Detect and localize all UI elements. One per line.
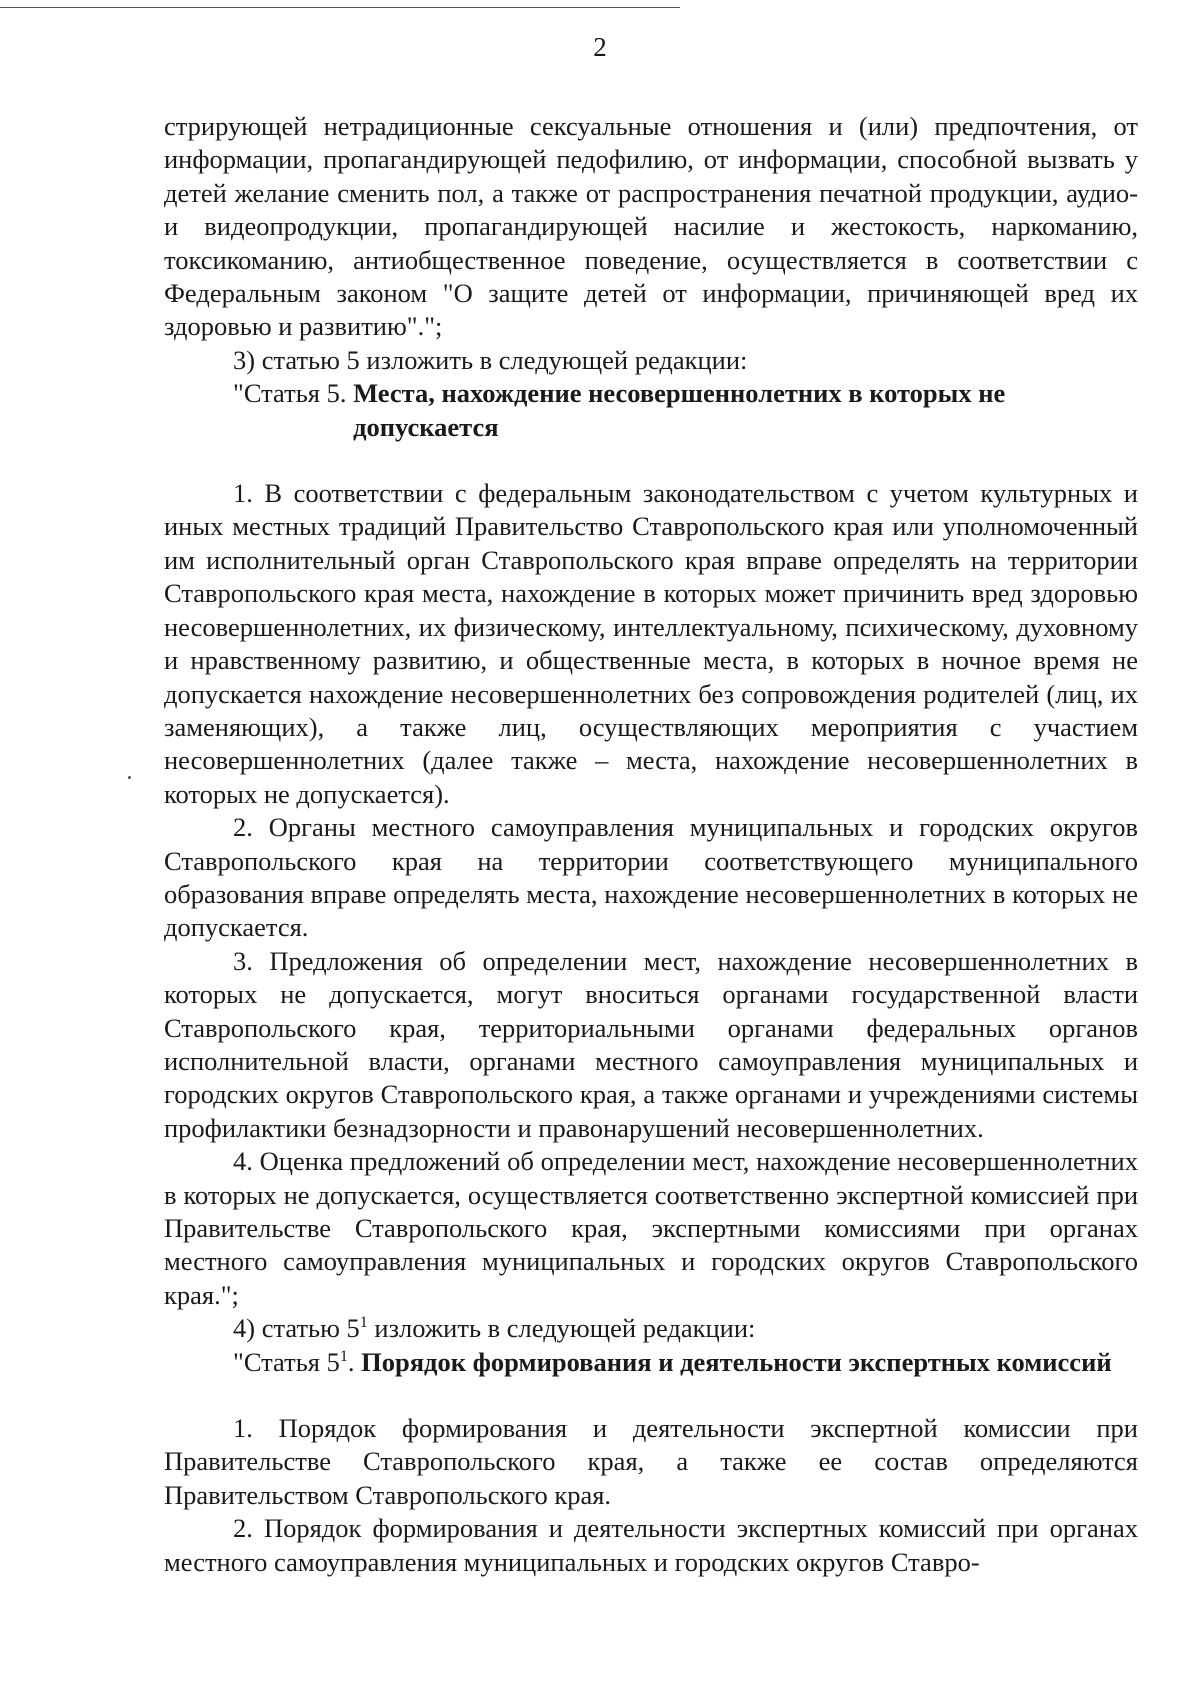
continued-paragraph: стрирующей нетрадиционные сексуальные отношения и (или) предпочтения, от информации, пропагандирующей педофилию, от информации, способной вызвать у детей желание сменить пол, а также от распространения печатной продукции, аудио- и видеопродукции, пропагандирующей насилие и жестокость, наркоманию, токсикоманию, антиобщественное поведение, осуществляется в соответствии с Федеральным законом "О защите детей от информации, причиняющей вред их здоровью и развитию"."; — [164, 111, 1138, 342]
amendment-instruction-3: 3) статью 5 изложить в следующей редакции: — [233, 344, 748, 375]
article-5-1-item: 1. Порядок формирования и деятельности экспертной комиссии при Правительстве Ставропольского края, а также ее состав определяются Правительством Ставропольского края. — [164, 1413, 1138, 1510]
article-5-item: 1. В соответствии с федеральным законодательством с учетом культурных и иных местных традиций Правительство Ставропольского края или уполномоченный им исполнительный орган Ставропольского края вправе определять на территории Ставропольского края места, нахождение в которых может причинить вред здоровью несовершеннолетних, их физическому, интеллектуальному, психическому, духовному и нравственному развитию, и общественные места, в которых в ночное время не допускается нахождение несовершеннолетних без сопровождения родителей (лиц, их заменяющих), а также лиц, осуществляющих мероприятия с участием несовершеннолетних (далее также – места, нахождение несовершеннолетних в которых не допускается). — [164, 478, 1138, 809]
article-5-1-heading — [233, 1346, 1138, 1379]
article-5-1-number — [233, 1346, 361, 1379]
instruction-4-start: 4) статью 5 — [233, 1313, 360, 1344]
spacer — [164, 1379, 1138, 1412]
article-5-title: Места, нахождение несовершеннолетних в которых не допускается — [353, 378, 1006, 442]
article-5-heading — [233, 377, 1138, 444]
scan-border-line — [0, 7, 680, 8]
article-5-item: 2. Органы местного самоуправления муниципальных и городских округов Ставропольского края на территории соответствующего муниципального образования вправе определять места, нахождение несовершеннолетних в которых не допускается. — [164, 812, 1138, 943]
scan-speck — [128, 776, 131, 779]
article-5-1-superscript: 1 — [339, 1347, 348, 1365]
article-5-1-number-end: . — [347, 1346, 362, 1377]
article-5-item: 3. Предложения об определении мест, нахождение несовершеннолетних в которых не допускается, могут вноситься органами государственной власти Ставропольского края, территориальными органами федеральных органов исполнительной власти, органами местного самоуправления муниципальных и городских округов Ставропольского края, а также органами и учреждениями системы профилактики безнадзорности и правонарушений несовершеннолетних. — [164, 945, 1138, 1143]
spacer — [164, 444, 1138, 477]
document-body — [164, 110, 1138, 1579]
instruction-4-end: изложить в следующей редакции: — [367, 1313, 756, 1344]
article-5-item: 4. Оценка предложений об определении мест, нахождение несовершеннолетних в которых не допускается, осуществляется соответственно экспертной комиссией при Правительстве Ставропольского края, экспертными комиссиями при органах местного самоуправления муниципальных и городских округов Ставропольского края."; — [164, 1146, 1138, 1310]
instruction-4-superscript: 1 — [359, 1314, 368, 1332]
article-5-1-title: Порядок формирования и деятельности экспертных комиссий — [361, 1346, 1112, 1377]
amendment-instruction-4 — [164, 1312, 1138, 1345]
article-5-1-number-main: "Статья 5 — [233, 1346, 340, 1377]
article-5-number: "Статья 5. — [233, 378, 354, 409]
article-5-1-item: 2. Порядок формирования и деятельности экспертных комиссий при органах местного самоуправления муниципальных и городских округов Ставро- — [164, 1513, 1138, 1577]
page-number: 2 — [593, 32, 607, 62]
